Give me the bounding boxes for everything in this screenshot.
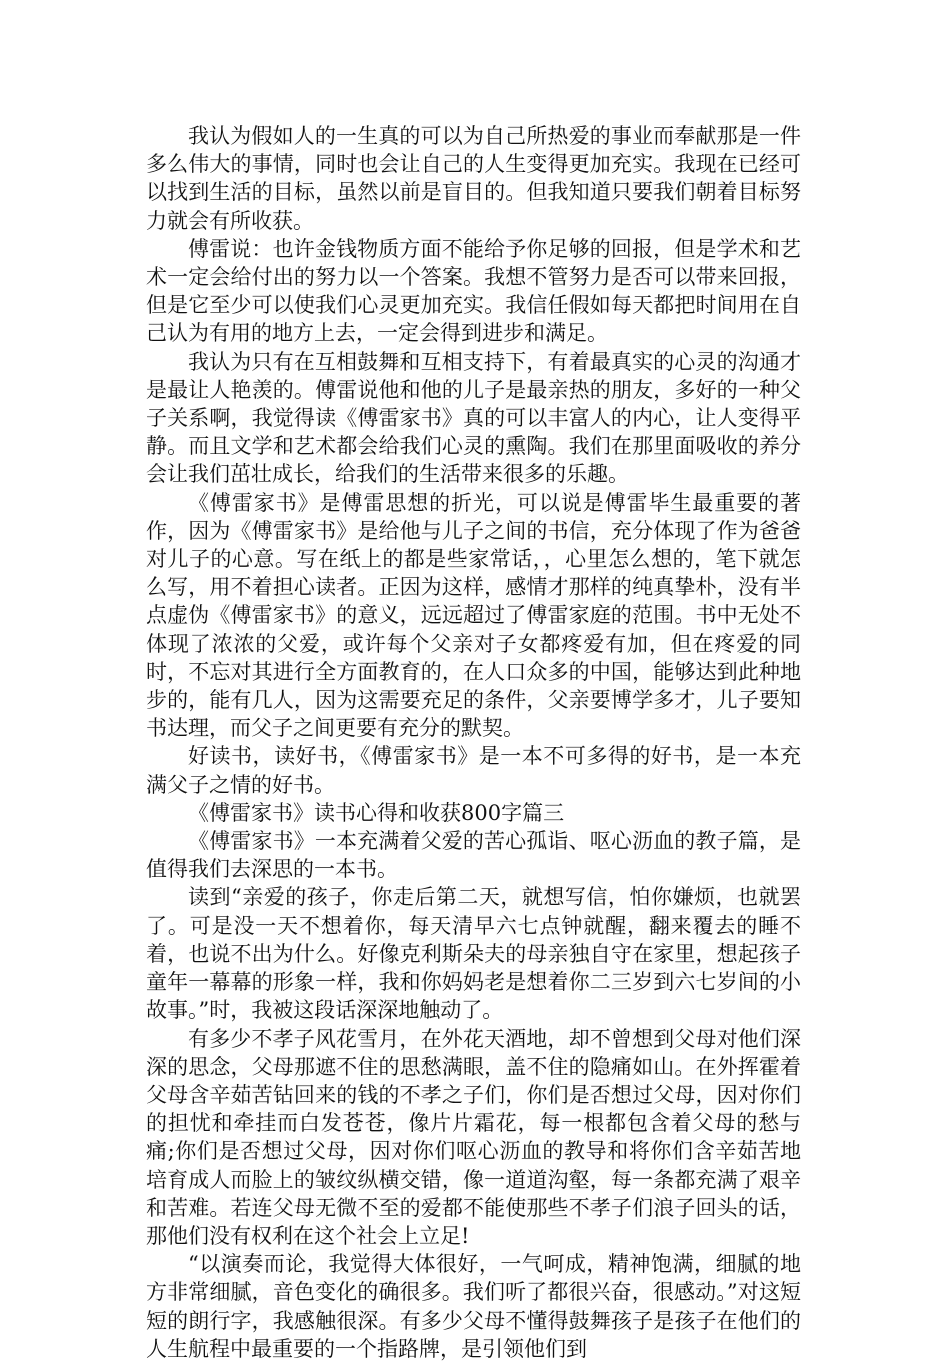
paragraph-3: 我认为只有在互相鼓舞和互相支持下，有着最真实的心灵的沟通才是最让人艳羡的。傅雷说他和他的儿子是最亲热的朋友，多好的一种父子关系啊，我觉得读《傅雷家书》真的可以丰富人的内心，让人变得平静。而且文学和艺术都会给我们心灵的熏陶。我们在那里面吸收的养分会让我们茁壮成长，给我们的生活带来很多的乐趣。: [146, 349, 801, 487]
paragraph-9: “以演奏而论，我觉得大体很好，一气呵成，精神饱满，细腻的地方非常细腻，音色变化的确很多。我们听了都很兴奋，很感动。”对这短短的朗行字，我感触很深。有多少父母不懂得鼓舞孩子是孩子在他们的人生航程中最重要的一个指路牌，是引领他们到: [146, 1252, 801, 1361]
paragraph-5: 好读书，读好书，《傅雷家书》是一本不可多得的好书，是一本充满父子之情的好书。: [146, 744, 801, 797]
section-heading: 《傅雷家书》读书心得和收获800字篇三: [188, 800, 565, 825]
paragraph-4: 《傅雷家书》是傅雷思想的折光，可以说是傅雷毕生最重要的著作，因为《傅雷家书》是给他与儿子之间的书信，充分体现了作为爸爸对儿子的心意。写在纸上的都是些家常话，，心里怎么想的，笔下就怎么写，用不着担心读者。正因为这样，感情才那样的纯真挚朴，没有半点虚伪《傅雷家书》的意义，远远超过了傅雷家庭的范围。书中无处不体现了浓浓的父爱，或许每个父亲对子女都疼爱有加，但在疼爱的同时，不忘对其进行全方面教育的，在人口众多的中国，能够达到此种地步的，能有几人，因为这需要充足的条件，父亲要博学多才，儿子要知书达理，而父子之间更要有充分的默契。: [146, 490, 801, 741]
paragraph-7: 读到“亲爱的孩子，你走后第二天，就想写信，怕你嫌烦，也就罢了。可是没一天不想着你，每天清早六七点钟就醒，翻来覆去的睡不着，也说不出为什么。好像克利斯朵夫的母亲独自守在家里，想起孩子童年一幕幕的形象一样，我和你妈妈老是想着你二三岁到六七岁间的小故事。”时，我被这段话深深地触动了。: [146, 885, 801, 1023]
paragraph-6: 《傅雷家书》一本充满着父爱的苦心孤诣、呕心沥血的教子篇，是值得我们去深思的一本书。: [146, 829, 801, 882]
paragraph-8: 有多少不孝子风花雪月，在外花天酒地，却不曾想到父母对他们深深的思念，父母那遮不住的思愁满眼，盖不住的隐痛如山。在外挥霍着父母含辛茹苦钻回来的钱的不孝之子们，你们是否想过父母，因对你们的担忧和牵挂而白发苍苍，像片片霜花，每一根都包含着父母的愁与痛;你们是否想过父母，因对你们呕心沥血的教导和将你们含辛茹苦地培育成人而脸上的皱纹纵横交错，像一道道沟壑，每一条都充满了艰辛和苦难。若连父母无微不至的爱都不能使那些不孝子们浪子回头的话，那他们没有权利在这个社会上立足!: [146, 1026, 801, 1248]
document-body: [146, 122, 801, 1363]
paragraph-1: 我认为假如人的一生真的可以为自己所热爱的事业而奉献那是一件多么伟大的事情，同时也会让自己的人生变得更加充实。我现在已经可以找到生活的目标，虽然以前是盲目的。但我知道只要我们朝着目标努力就会有所收获。: [146, 124, 801, 233]
paragraph-2: 傅雷说：也许金钱物质方面不能给予你足够的回报，但是学术和艺术一定会给付出的努力以一个答案。我想不管努力是否可以带来回报，但是它至少可以使我们心灵更加充实。我信任假如每天都把时间用在自己认为有用的地方上去，一定会得到进步和满足。: [146, 236, 801, 346]
